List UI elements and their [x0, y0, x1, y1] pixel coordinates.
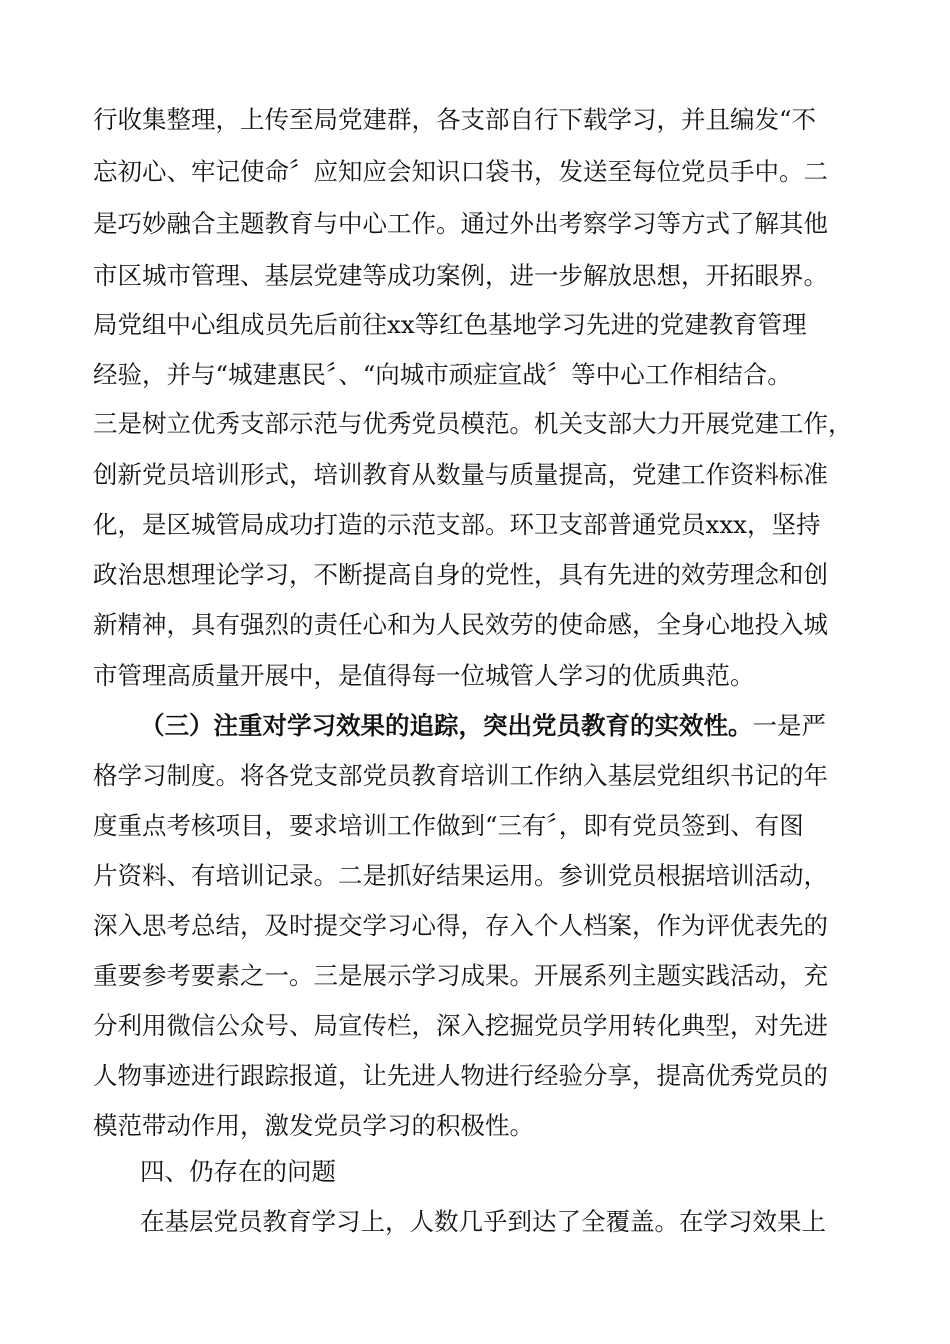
paragraph-line: 创新党员培训形式，培训教育从数量与质量提高，党建工作资料标准 [93, 460, 828, 489]
section-3-first-line-rest: 一是严 [752, 711, 826, 740]
paragraph-line: 局党组中心组成员先后前往xx等红色基地学习先进的党建教育管理 [93, 310, 807, 339]
paragraph-line: 三是树立优秀支部示范与优秀党员模范。机关支部大力开展党建工作， [93, 409, 853, 438]
paragraph-line: 忘初心、牢记使命〞应知应会知识口袋书，发送至每位党员手中。二 [93, 157, 828, 186]
paragraph-line: 模范带动作用，激发党员学习的积极性。 [93, 1111, 534, 1140]
paragraph-line: 在基层党员教育学习上，人数几乎到达了全覆盖。在学习效果上 [140, 1207, 826, 1236]
paragraph-line: 新精神，具有强烈的责任心和为人民效劳的使命感，全身心地投入城 [93, 610, 828, 639]
paragraph-line: 化，是区城管局成功打造的示范支部。环卫支部普通党员xxx，坚持 [93, 510, 821, 539]
paragraph-line: 重要参考要素之一。三是展示学习成果。开展系列主题实践活动，充 [93, 961, 828, 990]
section-3-heading: （三）注重对学习效果的追踪，突出党员教育的实效性。 [140, 711, 753, 740]
paragraph-line: 市管理高质量开展中，是值得每一位城管人学习的优质典范。 [93, 661, 755, 690]
paragraph-line: 政治思想理论学习，不断提高自身的党性，具有先进的效劳理念和创 [93, 560, 828, 589]
section-3-first-line [140, 706, 863, 746]
paragraph-line: 是巧妙融合主题教育与中心工作。通过外出考察学习等方式了解其他 [93, 209, 828, 238]
paragraph-line: 深入思考总结，及时提交学习心得，存入个人档案，作为评优表先的 [93, 911, 828, 940]
paragraph-line: 市区城市管理、基层党建等成功案例，进一步解放思想，开拓眼界。 [93, 261, 828, 290]
paragraph-line: 格学习制度。将各党支部党员教育培训工作纳入基层党组织书记的年 [93, 761, 828, 790]
paragraph-line: 经验，并与“城建惠民〞、“向城市顽症宣战〞等中心工作相结合。 [93, 360, 792, 389]
paragraph-line: 度重点考核项目，要求培训工作做到“三有〞，即有党员签到、有图 [93, 811, 804, 840]
paragraph-line: 行收集整理，上传至局党建群，各支部自行下载学习，并且编发“不 [93, 105, 817, 134]
section-4-heading: 四、仍存在的问题 [140, 1157, 336, 1186]
paragraph-line: 人物事迹进行跟踪报道，让先进人物进行经验分享，提高优秀党员的 [93, 1061, 828, 1090]
paragraph-line: 分利用微信公众号、局宣传栏，深入挖掘党员学用转化典型，对先进 [93, 1011, 828, 1040]
paragraph-line: 片资料、有培训记录。二是抓好结果运用。参训党员根据培训活动， [93, 861, 828, 890]
